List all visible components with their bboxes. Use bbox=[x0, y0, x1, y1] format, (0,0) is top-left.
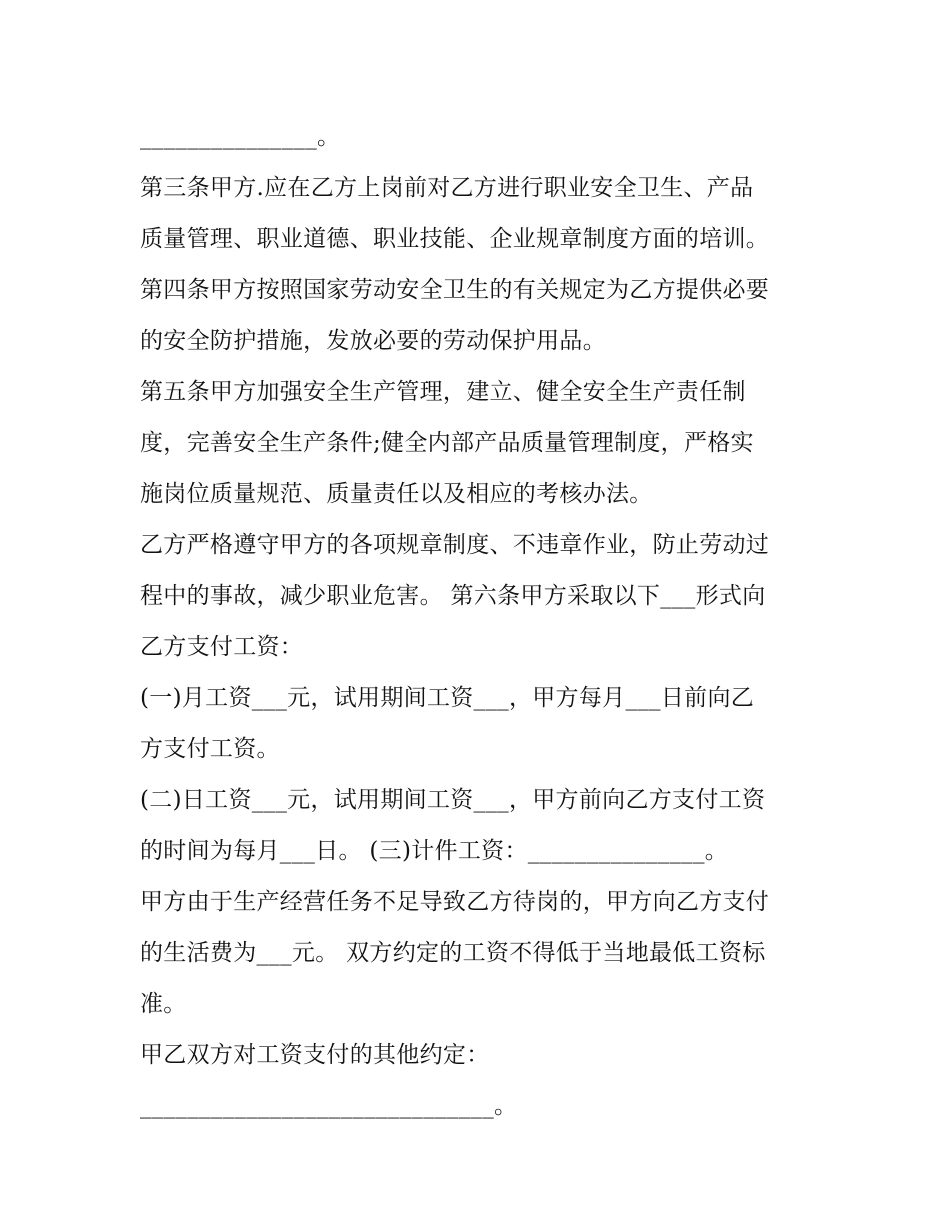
text-line: 的生活费为___元。 双方约定的工资不得低于当地最低工资标 bbox=[140, 940, 766, 966]
text-line: 施岗位质量规范、质量责任以及相应的考核办法。 bbox=[140, 481, 653, 507]
document-body bbox=[140, 112, 830, 1132]
text-line: 方支付工资。 bbox=[140, 736, 280, 762]
text-line: 准。 bbox=[140, 991, 187, 1017]
text-line: 的时间为每月___日。 (三)计件工资：_______________。 bbox=[140, 838, 729, 864]
text-line: 第五条甲方加强安全生产管理，建立、健全安全生产责任制 bbox=[140, 379, 746, 405]
text-line: 质量管理、职业道德、职业技能、企业规章制度方面的培训。 bbox=[140, 226, 770, 252]
text-line: 的安全防护措施，发放必要的劳动保护用品。 bbox=[140, 328, 606, 354]
text-line: 第三条甲方.应在乙方上岗前对乙方进行职业安全卫生、产品 bbox=[140, 175, 754, 201]
text-line: 乙方严格遵守甲方的各项规章制度、不违章作业，防止劳动过 bbox=[140, 532, 770, 558]
text-line: (一)月工资___元，试用期间工资___，甲方每月___日前向乙 bbox=[140, 685, 755, 711]
text-line: 乙方支付工资： bbox=[140, 634, 304, 660]
text-line: 甲乙双方对工资支付的其他约定： bbox=[140, 1042, 490, 1068]
text-line: _______________。 bbox=[140, 124, 341, 150]
text-line: ______________________________。 bbox=[140, 1093, 518, 1119]
text-line: 度，完善安全生产条件;健全内部产品质量管理制度，严格实 bbox=[140, 430, 754, 456]
text-line: 甲方由于生产经营任务不足导致乙方待岗的，甲方向乙方支付 bbox=[140, 889, 770, 915]
text-line: (二)日工资___元，试用期间工资___，甲方前向乙方支付工资 bbox=[140, 787, 766, 813]
text-line: 程中的事故，减少职业危害。 第六条甲方采取以下___形式向 bbox=[140, 583, 766, 609]
text-line: 第四条甲方按照国家劳动安全卫生的有关规定为乙方提供必要 bbox=[140, 277, 770, 303]
